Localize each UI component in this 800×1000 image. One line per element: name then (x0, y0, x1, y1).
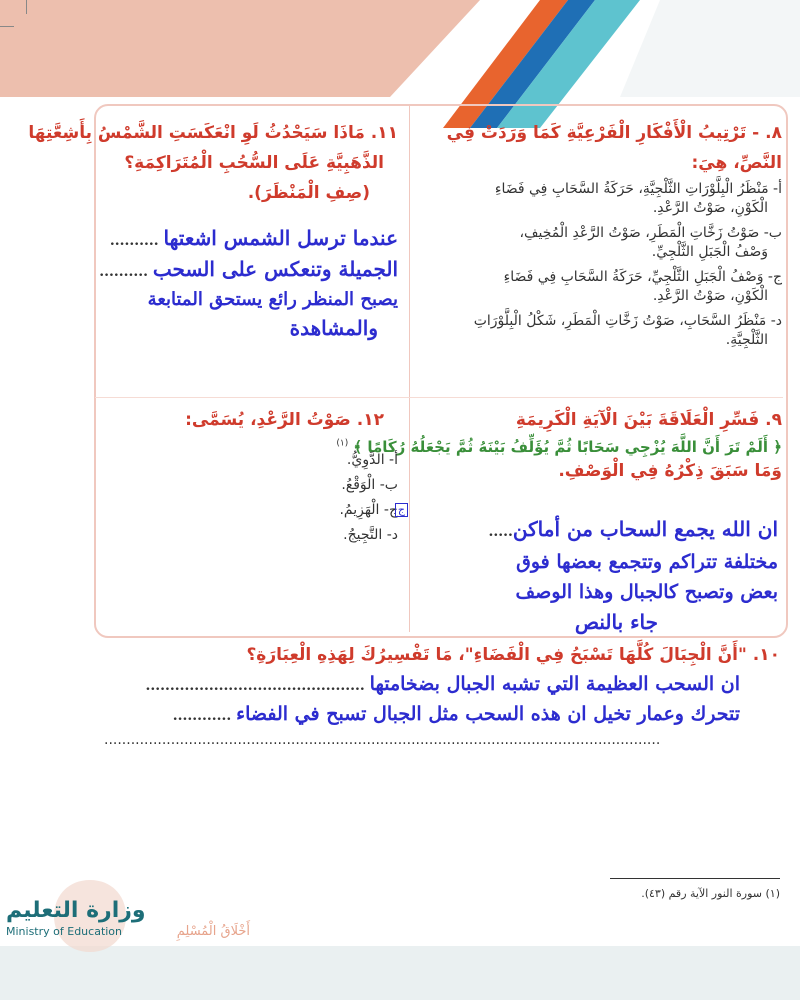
row-divider (95, 397, 783, 398)
q8-option-b: ب- صَوْتُ زَخَّاتِ الْمَطَرِ، صَوْتُ الرَّعْدِ الْمُخِيفِ، وَصْفُ الْجَبَلِ الثَّلْجِيِّ. (519, 225, 782, 260)
q9-answer-line: ان الله يجمع السحاب من أماكن..... (488, 517, 778, 541)
question-8 (412, 118, 782, 350)
q10-answer (100, 670, 780, 730)
q9-answer-line: جاء بالنص (574, 610, 658, 634)
q11-answer-line: يصبح المنظر رائع يستحق المتابعة (147, 289, 398, 310)
q8-option-a: أ- مَنْظَرُ الْبِلَّوْرَاتِ الثَّلْجِيَّةِ، حَرَكَةُ السَّحَابِ فِي فَضَاءِ الْكَوْنِ، صَوْتُ الرَّعْدِ. (494, 181, 782, 216)
footnote: (١) سورة النور الآية رقم (٤٣). (641, 887, 780, 900)
book-title: أَخْلَاقُ الْمُسْلِمِ (176, 924, 250, 939)
quran-verse: ﴿ أَلَمْ تَرَ أَنَّ اللَّهَ يُزْجِي سَحَابًا ثُمَّ يُؤَلِّفُ بَيْنَهُ ثُمَّ يَجْعَلُهُ رُكَامًا ﴾ (353, 438, 782, 456)
q12-options (240, 448, 405, 548)
q11-title-line2: الذَّهَبِيَّةِ عَلَى السُّحُبِ الْمُتَرَاكِمَةِ؟ (124, 153, 384, 173)
column-divider (409, 105, 410, 632)
selected-answer-mark: ج (395, 503, 408, 517)
crop-mark (26, 0, 27, 14)
q12-title: ١٢. صَوْتُ الرَّعْدِ، يُسَمَّى: (185, 410, 384, 430)
question-10 (100, 640, 780, 670)
footnote-rule (610, 878, 780, 879)
q10-title: ١٠. "أَنَّ الْجِبَالَ كُلَّهَا تَسْبَحُ فِي الْفَضَاءِ"، مَا تَفْسِيرُكَ لِهَذِهِ الْعِبَارَةِ؟ (246, 645, 780, 665)
footnote-ref: (١) (336, 438, 349, 449)
q9-answer-line: بعض وتصبح كالجبال وهذا الوصف (515, 581, 778, 603)
q11-answer-line: الجميلة وتنعكس على السحب .......... (99, 257, 398, 281)
q11-answer-line: والمشاهدة (289, 316, 378, 340)
q8-option-c: ج- وَصْفُ الْجَبَلِ الثَّلْجِيِّ، حَرَكَةُ السَّحَابِ فِي فَضَاءِ الْكَوْنِ، صَوْتُ الرَّعْدِ. (503, 269, 782, 304)
q9-title: ٩. فَسِّرِ الْعَلَاقَةَ بَيْنَ الْآيَةِ الْكَرِيمَةِ (515, 410, 782, 430)
q11-answer (100, 224, 398, 342)
q8-title-line1: ٨. - تَرْتِيبُ الْأَفْكَارِ الْفَرْعِيَّةِ كَمَا وَرَدَتْ فِي (446, 123, 782, 143)
q12-option-c: ج- الْهَزِيمُ. ج (240, 498, 398, 523)
q9-title-line2: وَمَا سَبَقَ ذِكْرُهُ فِي الْوَصْفِ. (558, 461, 782, 481)
q10-answer-line: تتحرك وعمار تخيل ان هذه السحب مثل الجبال تسبح في الفضاء ............ (172, 703, 740, 725)
q8-option-d: د- مَنْظَرُ السَّحَابِ، صَوْتُ زَخَّاتِ الْمَطَرِ، شَكْلُ الْبِلَّوْرَاتِ الثَّلْجِيَّةِ. (473, 313, 782, 348)
q11-title-line3: (صِفِ الْمَنْظَرَ). (247, 183, 370, 203)
empty-answer-line: ............................................................................................................................. (104, 732, 661, 748)
q10-answer-line: ان السحب العظيمة التي تشبه الجبال بضخامتها ............................................. (145, 673, 740, 695)
q8-title-line2: النَّصِّ، هِيَ: (691, 153, 782, 173)
question-11 (28, 118, 398, 208)
q11-answer-line: عندما ترسل الشمس اشعتها .......... (109, 226, 398, 250)
question-12 (100, 405, 398, 435)
ministry-name-en: Ministry of Education (6, 925, 123, 938)
q9-verse-line (336, 437, 782, 456)
q12-option-b: ب- الْوَقْعُ. (341, 477, 398, 493)
q9-answer-line: مختلفة تتراكم وتتجمع بعضها فوق (516, 551, 778, 573)
q11-title-line1: ١١. مَاذَا سَيَحْدُثُ لَوِ انْعَكَسَتِ الشَّمْسُ بِأَشِعَّتِهَا (28, 123, 398, 143)
ministry-name-ar: وزارة التعليم (6, 898, 146, 923)
q9-answer (412, 514, 778, 637)
crop-mark (0, 26, 14, 27)
q12-option-d: د- التَّجِيجُ. (343, 527, 398, 543)
q12-option-a: أ- الدَّوِيُّ. (346, 452, 398, 468)
